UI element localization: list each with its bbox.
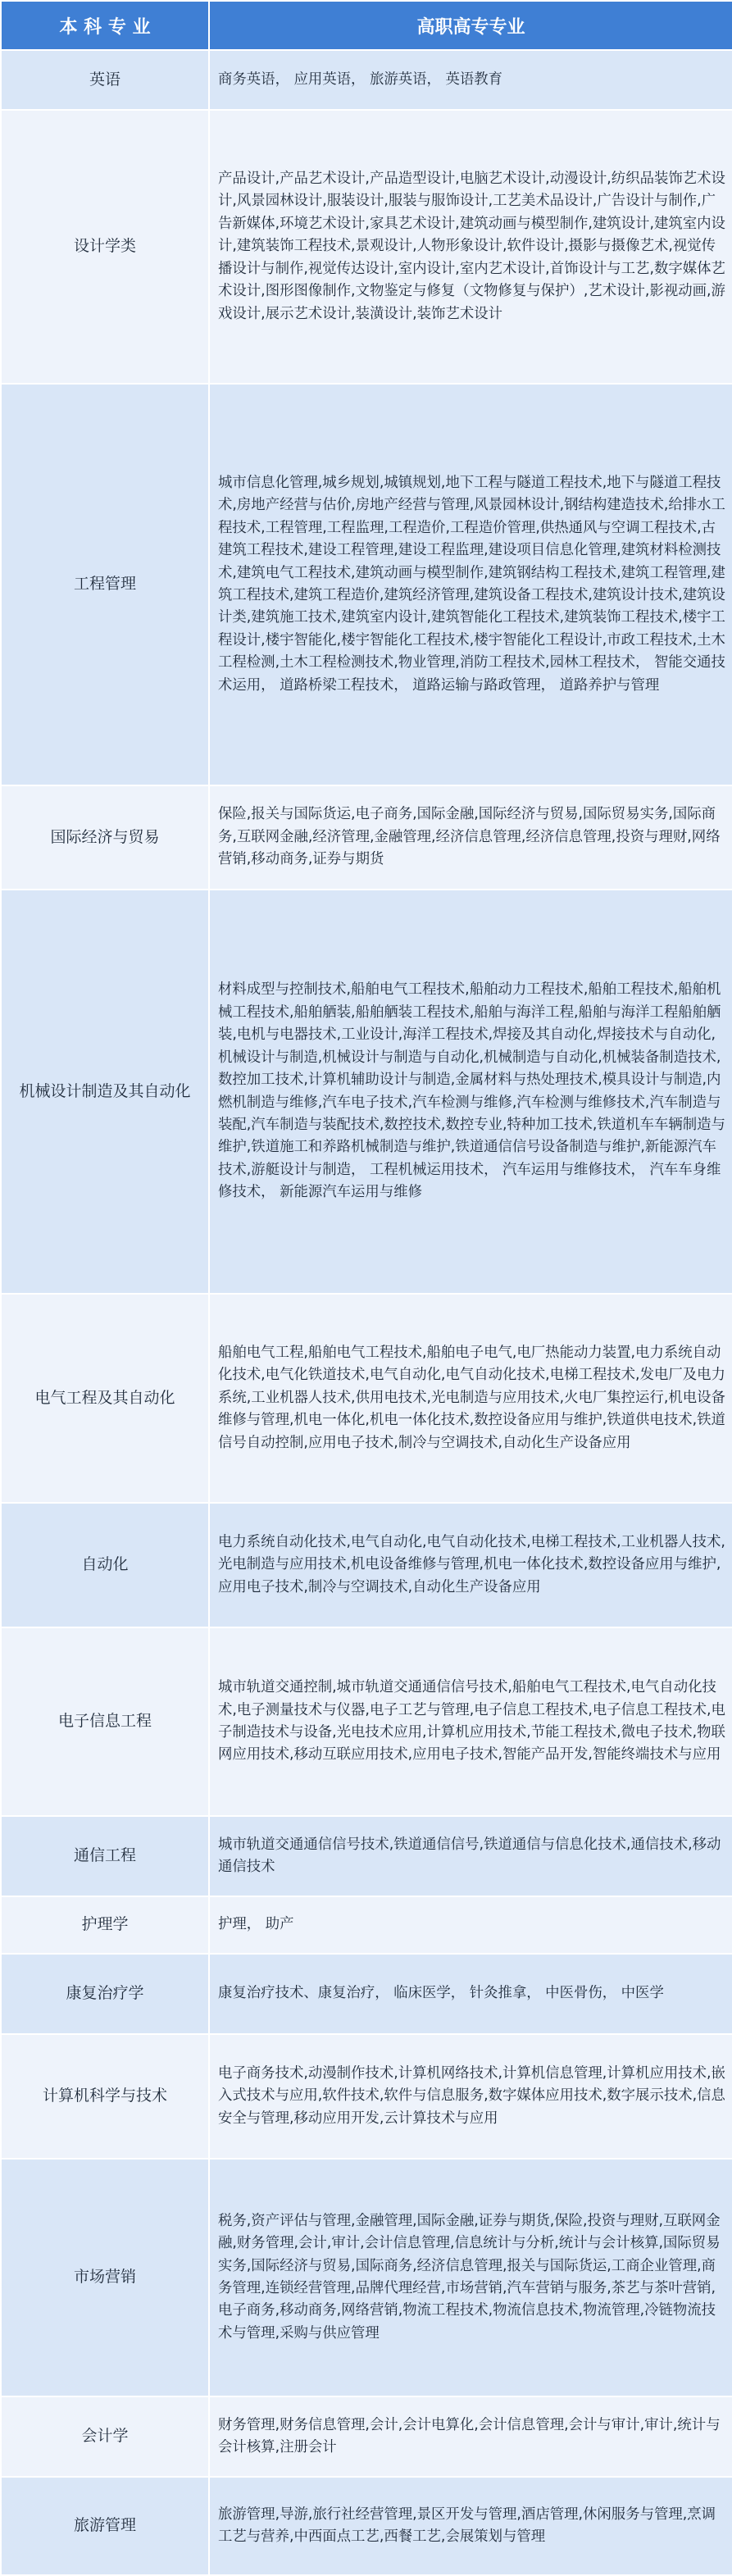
table-row [1,1503,732,1627]
undergrad-major-cell: 会计学 [1,2396,209,2477]
table-row [1,1896,732,1954]
table-header-row [1,1,732,50]
undergrad-major-cell: 电子信息工程 [1,1627,209,1816]
table-row [1,50,732,110]
table-row [1,2159,732,2396]
vocational-majors-cell: 船舶电气工程,船舶电气工程技术,船舶电子电气,电厂热能动力装置,电力系统自动化技术,电气化铁道技术,电气自动化,电气自动化技术,电梯工程技术,发电厂及电力系统,工业机器人技术,供用电技术,光电制造与应用技术,火电厂集控运行,机电设备维修与管理,机电一体化,机电一体化技术,数控设备应用与维护,铁道供电技术,铁道信号自动控制,应用电子技术,制冷与空调技术,自动化生产设备应用 [209,1294,732,1503]
undergrad-major-cell: 英语 [1,50,209,110]
table-row [1,890,732,1294]
table-row [1,1294,732,1503]
undergrad-major-cell: 旅游管理 [1,2477,209,2575]
undergrad-major-cell: 机械设计制造及其自动化 [1,890,209,1294]
undergrad-major-cell: 通信工程 [1,1816,209,1896]
table-row [1,785,732,890]
vocational-majors-cell: 保险,报关与国际货运,电子商务,国际金融,国际经济与贸易,国际贸易实务,国际商务,互联网金融,经济管理,金融管理,经济信息管理,经济信息管理,投资与理财,网络营销,移动商务,证券与期货 [209,785,732,890]
undergrad-major-cell: 康复治疗学 [1,1954,209,2034]
table-row [1,1816,732,1896]
undergrad-major-cell: 护理学 [1,1896,209,1954]
header-undergrad-major: 本 科 专 业 [1,1,209,50]
vocational-majors-cell: 城市轨道交通控制,城市轨道交通通信信号技术,船舶电气工程技术,电气自动化技术,电子测量技术与仪器,电子工艺与管理,电子信息工程技术,电子信息工程技术,电子制造技术与设备,光电技术应用,计算机应用技术,节能工程技术,微电子技术,物联网应用技术,移动互联应用技术,应用电子技术,智能产品开发,智能终端技术与应用 [209,1627,732,1816]
vocational-majors-cell: 产品设计,产品艺术设计,产品造型设计,电脑艺术设计,动漫设计,纺织品装饰艺术设计,风景园林设计,服装设计,服装与服饰设计,工艺美术品设计,广告设计与制作,广告新媒体,环境艺术设计,家具艺术设计,建筑动画与模型制作,建筑设计,建筑室内设计,建筑装饰工程技术,景观设计,人物形象设计,软件设计,摄影与摄像艺术,视觉传播设计与制作,视觉传达设计,室内设计,室内艺术设计,首饰设计与工艺,数字媒体艺术设计,图形图像制作,文物鉴定与修复（文物修复与保护）,艺术设计,影视动画,游戏设计,展示艺术设计,装潢设计,装饰艺术设计 [209,110,732,384]
undergrad-major-cell: 工程管理 [1,384,209,785]
table-row [1,1627,732,1816]
table-row [1,1954,732,2034]
table-row [1,2034,732,2159]
vocational-majors-cell: 护理， 助产 [209,1896,732,1954]
vocational-majors-cell: 税务,资产评估与管理,金融管理,国际金融,证券与期货,保险,投资与理财,互联网金融,财务管理,会计,审计,会计信息管理,信息统计与分析,统计与会计核算,国际贸易实务,国际经济与贸易,国际商务,经济信息管理,报关与国际货运,工商企业管理,商务管理,连锁经营管理,品牌代理经营,市场营销,汽车营销与服务,茶艺与茶叶营销,电子商务,移动商务,网络营销,物流工程技术,物流信息技术,物流管理,冷链物流技术与管理,采购与供应管理 [209,2159,732,2396]
undergrad-major-cell: 市场营销 [1,2159,209,2396]
table-row [1,2396,732,2477]
vocational-majors-cell: 财务管理,财务信息管理,会计,会计电算化,会计信息管理,会计与审计,审计,统计与会计核算,注册会计 [209,2396,732,2477]
vocational-majors-cell: 商务英语， 应用英语， 旅游英语， 英语教育 [209,50,732,110]
undergrad-major-cell: 计算机科学与技术 [1,2034,209,2159]
vocational-majors-cell: 康复治疗技术、康复治疗， 临床医学， 针灸推拿， 中医骨伤， 中医学 [209,1954,732,2034]
header-vocational-major: 高职高专专业 [209,1,732,50]
undergrad-major-cell: 电气工程及其自动化 [1,1294,209,1503]
vocational-majors-cell: 城市信息化管理,城乡规划,城镇规划,地下工程与隧道工程技术,地下与隧道工程技术,房地产经营与估价,房地产经营与管理,风景园林设计,钢结构建造技术,给排水工程技术,工程管理,工程监理,工程造价,工程造价管理,供热通风与空调工程技术,古建筑工程技术,建设工程管理,建设工程监理,建设项目信息化管理,建筑材料检测技术,建筑电气工程技术,建筑动画与模型制作,建筑钢结构工程技术,建筑工程管理,建筑工程技术,建筑工程造价,建筑经济管理,建筑设备工程技术,建筑设计技术,建筑设计类,建筑施工技术,建筑室内设计,建筑智能化工程技术,建筑装饰工程技术,楼宇工程设计,楼宇智能化,楼宇智能化工程技术,楼宇智能化工程设计,市政工程技术,土木工程检测,土木工程检测技术,物业管理,消防工程技术,园林工程技术， 智能交通技术运用， 道路桥梁工程技术， 道路运输与路政管理， 道路养护与管理 [209,384,732,785]
table-row [1,2477,732,2575]
vocational-majors-cell: 电力系统自动化技术,电气自动化,电气自动化技术,电梯工程技术,工业机器人技术,光电制造与应用技术,机电设备维修与管理,机电一体化技术,数控设备应用与维护,应用电子技术,制冷与空调技术,自动化生产设备应用 [209,1503,732,1627]
undergrad-major-cell: 设计学类 [1,110,209,384]
vocational-majors-cell: 城市轨道交通通信信号技术,铁道通信信号,铁道通信与信息化技术,通信技术,移动通信技术 [209,1816,732,1896]
vocational-majors-cell: 电子商务技术,动漫制作技术,计算机网络技术,计算机信息管理,计算机应用技术,嵌入式技术与应用,软件技术,软件与信息服务,数字媒体应用技术,数字展示技术,信息安全与管理,移动应用开发,云计算技术与应用 [209,2034,732,2159]
table-row [1,110,732,384]
vocational-majors-cell: 旅游管理,导游,旅行社经营管理,景区开发与管理,酒店管理,休闲服务与管理,烹调工艺与营养,中西面点工艺,西餐工艺,会展策划与管理 [209,2477,732,2575]
table-row [1,384,732,785]
undergrad-major-cell: 国际经济与贸易 [1,785,209,890]
undergrad-major-cell: 自动化 [1,1503,209,1627]
vocational-majors-cell: 材料成型与控制技术,船舶电气工程技术,船舶动力工程技术,船舶工程技术,船舶机械工程技术,船舶舾装,船舶舾装工程技术,船舶与海洋工程,船舶与海洋工程船舶舾装,电机与电器技术,工业设计,海洋工程技术,焊接及其自动化,焊接技术与自动化,机械设计与制造,机械设计与制造与自动化,机械制造与自动化,机械装备制造技术,数控加工技术,计算机辅助设计与制造,金属材料与热处理技术,模具设计与制造,内燃机制造与维修,汽车电子技术,汽车检测与维修,汽车检测与维修技术,汽车制造与装配,汽车制造与装配技术,数控技术,数控专业,特种加工技术,铁道机车车辆制造与维护,铁道施工和养路机械制造与维护,铁道通信信号设备制造与维护,新能源汽车技术,游艇设计与制造， 工程机械运用技术， 汽车运用与维修技术， 汽车车身维修技术， 新能源汽车运用与维修 [209,890,732,1294]
